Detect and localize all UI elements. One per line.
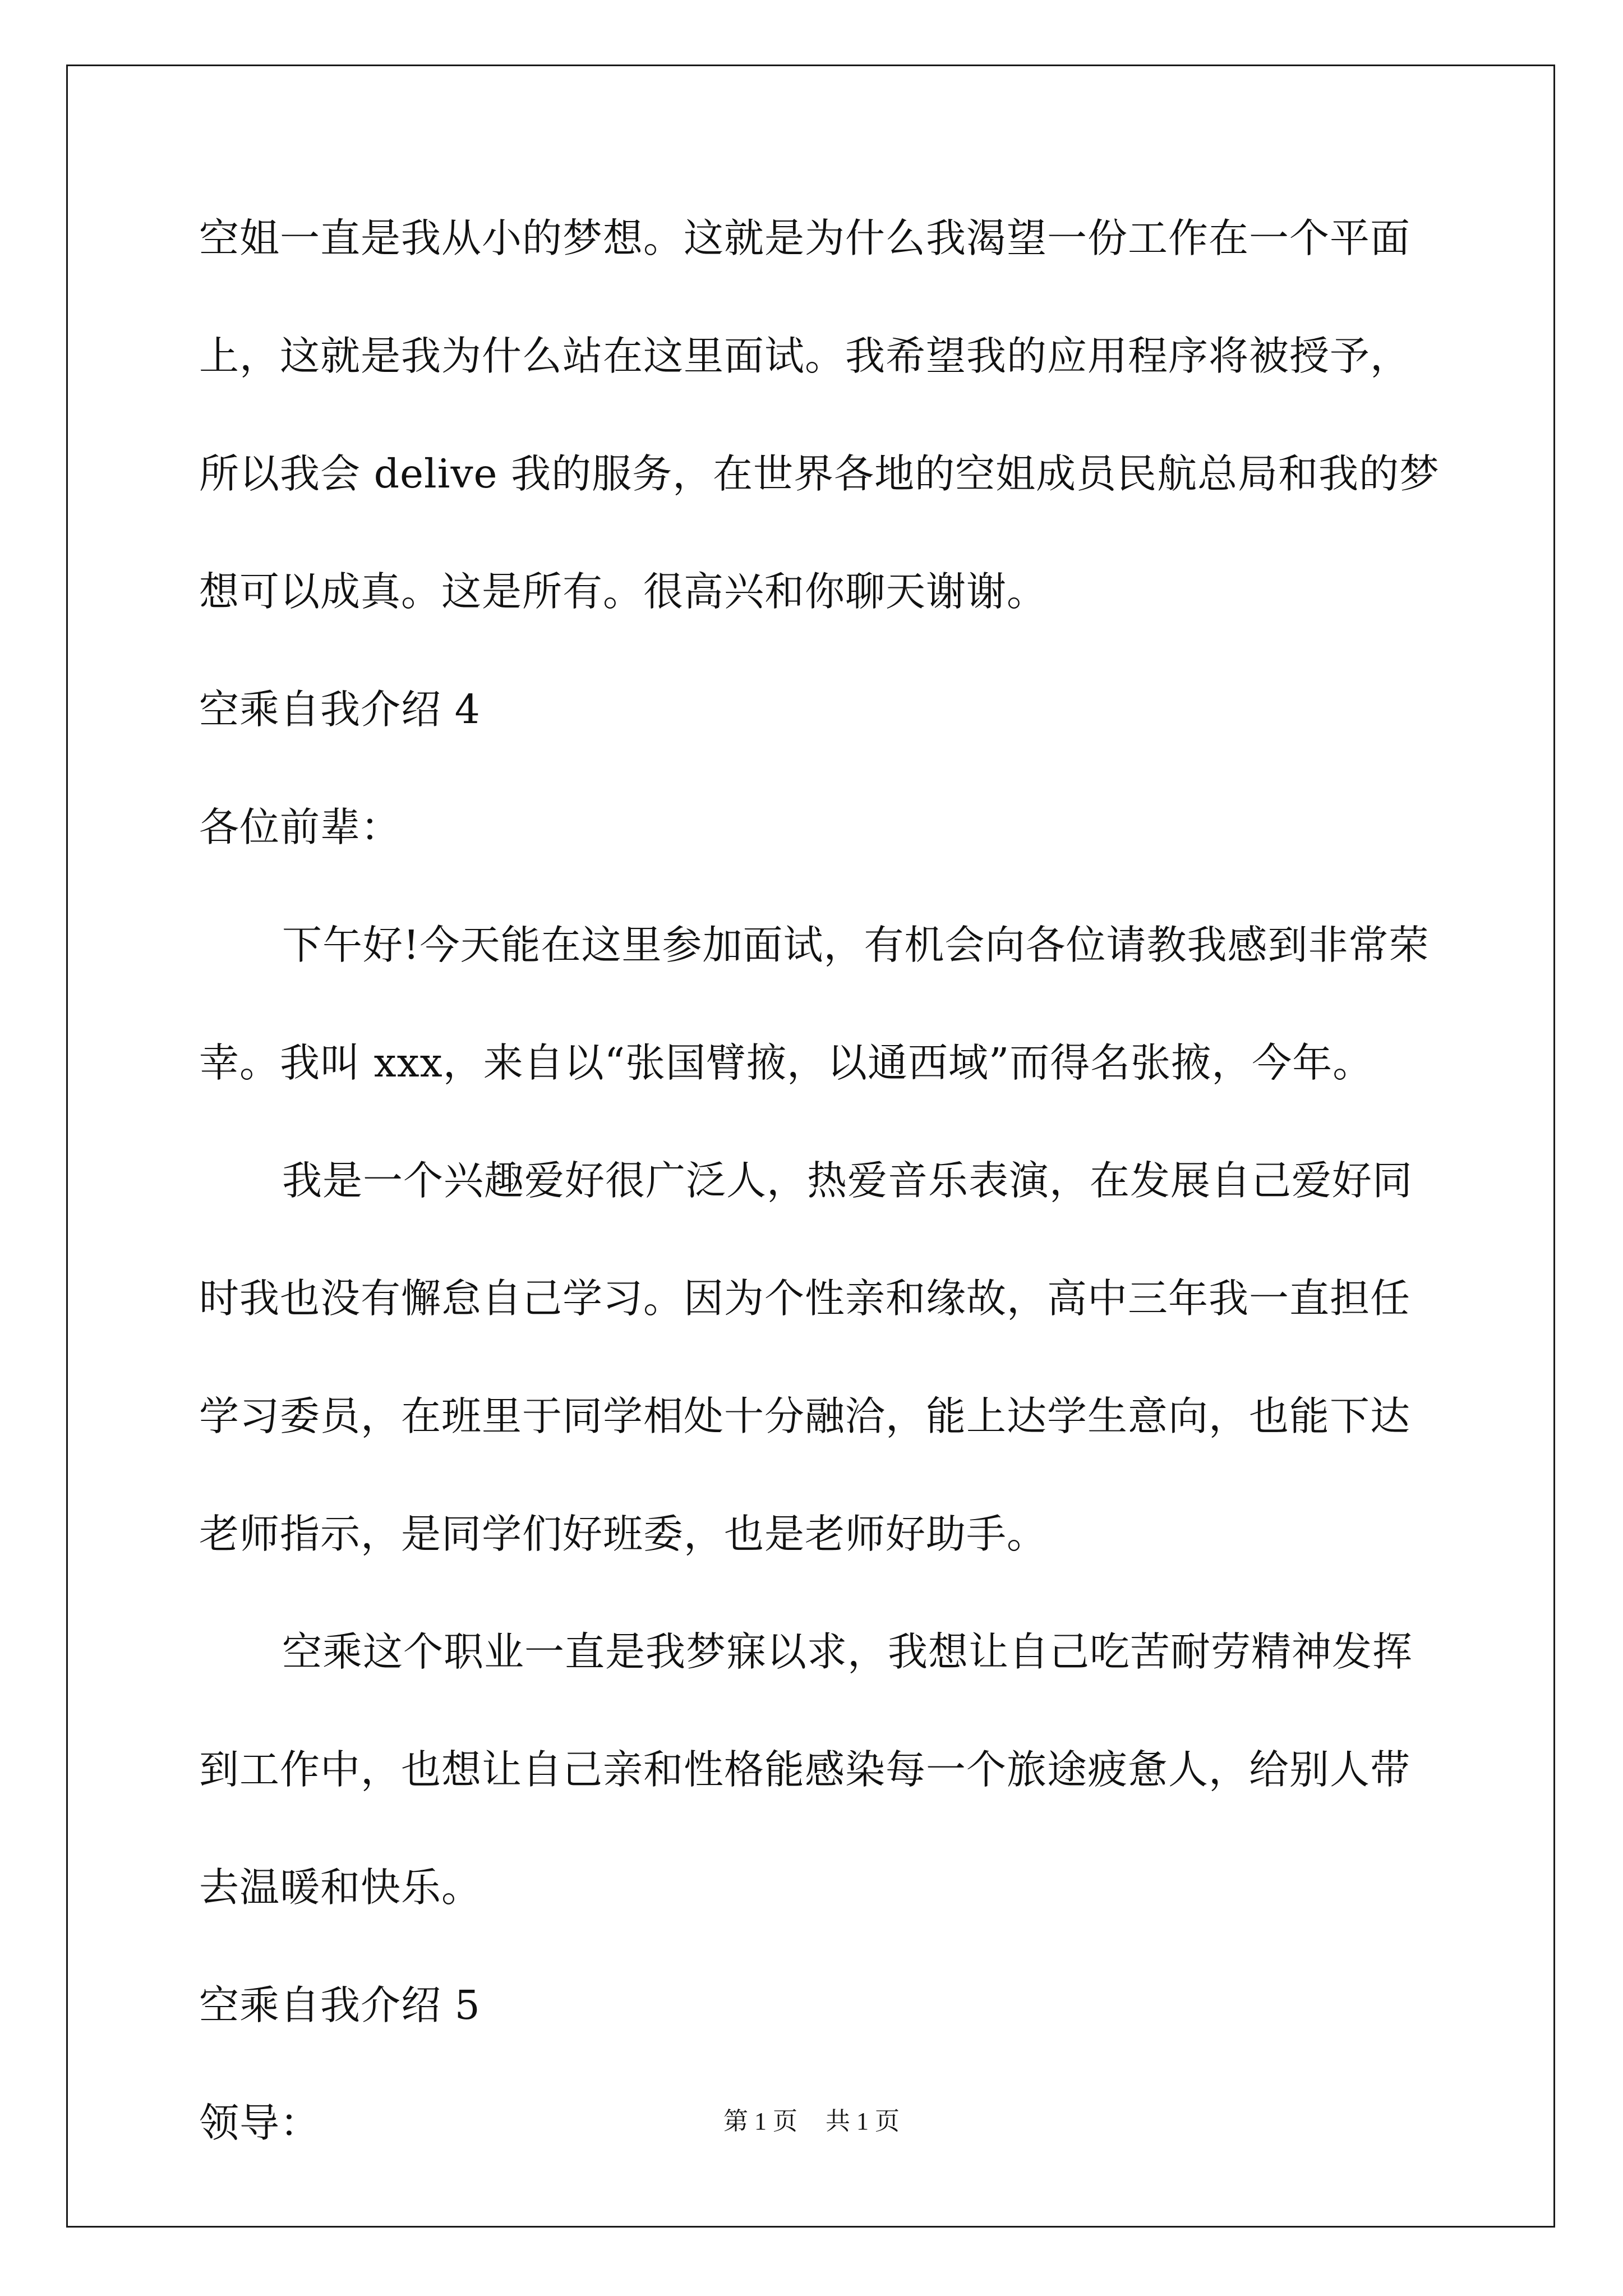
section-heading: 空乘自我介绍 5 — [199, 1982, 481, 2028]
salutation: 各位前辈： — [199, 804, 402, 850]
section-heading: 空乘自我介绍 4 — [199, 686, 481, 733]
salutation: 领导： — [199, 2100, 321, 2146]
paragraph-line: 学习委员，在班里于同学相处十分融洽，能上达学生意向，也能下达 — [199, 1393, 1411, 1439]
paragraph-line: 幸。我叫 xxx，来自以“张国臂掖，以通西域”而得名张掖，今年。 — [199, 1039, 1373, 1086]
paragraph-line: 空姐一直是我从小的梦想。这就是为什么我渴望一份工作在一个平面 — [199, 215, 1411, 261]
page-total: 共 1 页 — [826, 2108, 900, 2135]
paragraph-line: 所以我会 delive 我的服务，在世界各地的空姐成员民航总局和我的梦 — [199, 450, 1440, 497]
paragraph-line: 去温暖和快乐。 — [199, 1864, 482, 1911]
paragraph-line: 到工作中，也想让自己亲和性格能感染每一个旅途疲惫人，给别人带 — [199, 1746, 1411, 1793]
paragraph-line: 时我也没有懈怠自己学习。因为个性亲和缘故，高中三年我一直担任 — [199, 1275, 1411, 1322]
paragraph-line: 上，这就是我为什么站在这里面试。我希望我的应用程序将被授予， — [199, 333, 1411, 379]
paragraph-line: 空乘这个职业一直是我梦寐以求，我想让自己吃苦耐劳精神发挥 — [282, 1628, 1413, 1675]
paragraph-line: 下午好!今天能在这里参加面试，有机会向各位请教我感到非常荣 — [282, 922, 1430, 968]
paragraph-line: 老师指示，是同学们好班委，也是老师好助手。 — [199, 1511, 1048, 1557]
page-footer — [0, 2105, 1623, 2138]
page-number: 第 1 页 — [723, 2108, 797, 2135]
paragraph-line: 我是一个兴趣爱好很广泛人，热爱音乐表演，在发展自己爱好同 — [282, 1157, 1413, 1204]
paragraph-line: 想可以成真。这是所有。很高兴和你聊天谢谢。 — [199, 568, 1048, 615]
